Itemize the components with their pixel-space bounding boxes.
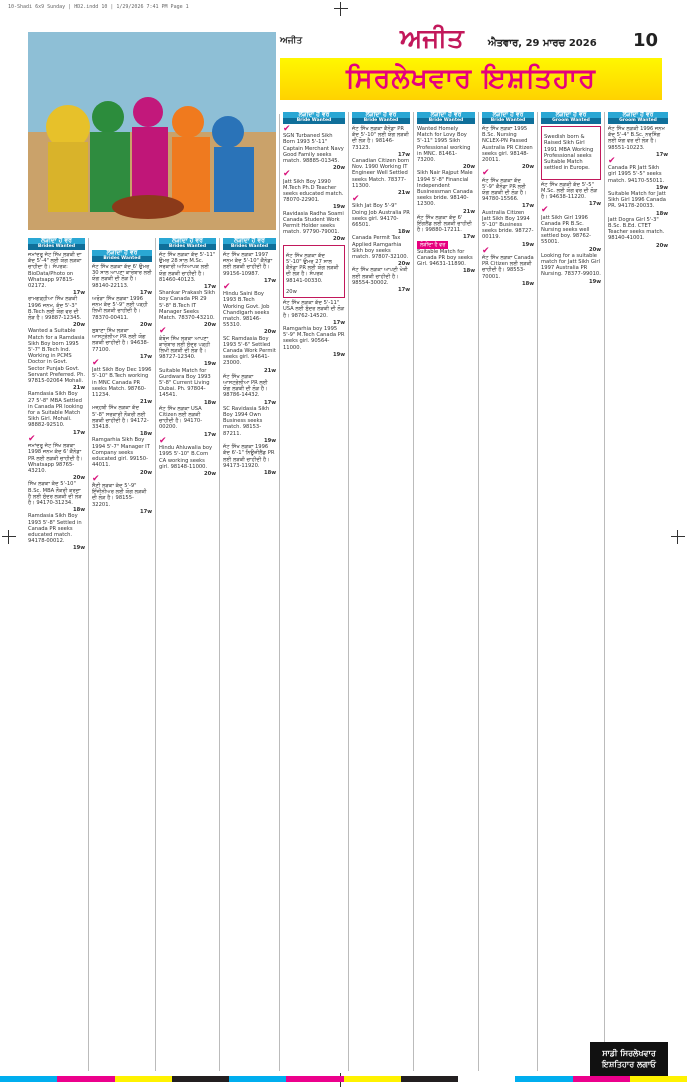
ad-5-1: ✔ SGN Turbaned Sikh Born 1993 5'-11" Captain Merchant Navy Good Family seeks match. 98885-01345. 20w <box>283 124 345 172</box>
swedish-box-ad: Swedish born & Raised Sikh Girl 1991 MBA Working Professional seeks Suitable Match settled in Europe. <box>541 126 601 180</box>
ad-1-7: Ramdasia Sikh Boy 1993 5'-8" Settled in Canada PR seeks educated match. 94178-00012. 19w <box>28 513 85 552</box>
ad-3-3: ✔ ਕੰਬੋਜ ਸਿੱਖ ਲੜਕਾ ਆਪਣਾ ਕਾਰੋਬਾਰ ਲਈ ਸੁੰਦਰ ਪੜ੍ਹੀ ਲਿਖੀ ਲੜਕੀ ਦੀ ਲੋੜ ਹੈ। 98727-12340. 19w <box>159 326 216 368</box>
ad-2-1: ਜੱਟ ਸਿੱਖ ਲੜਕਾ ਕੱਦ 6' ਉਮਰ 30 ਸਾਲ ਆਪਣਾ ਕਾਰੋਬਾਰ ਲਈ ਯੋਗ ਲੜਕੀ ਦੀ ਲੋੜ ਹੈ। 98140-22113. 17w <box>92 264 152 296</box>
ad-4-6: ਜੱਟ ਸਿੱਖ ਲੜਕਾ 1996 ਕੱਦ 6'-1" ਨਿਊਜ਼ੀਲੈਂਡ PR ਲਈ ਲੜਕੀ ਚਾਹੀਦੀ ਹੈ। 94173-11920. 18w <box>223 444 276 476</box>
ad-3-4: Suitable Match for Gurdwara Boy 1993 5'-8" Current Living Dubai. Ph. 97804-14541. 18w <box>159 367 216 406</box>
ad-7-3: ਜੱਟ ਸਿੱਖ ਲੜਕਾ ਕੱਦ 6' ਇੰਗਲੈਂਡ ਲਈ ਲੜਕੀ ਚਾਹੀਦੀ ਹੈ। 99880-17211. 17w <box>417 214 475 241</box>
ad-6-5: ਜੱਟ ਸਿੱਖ ਲੜਕਾ ਆਪਣੀ ਖੇਤੀ ਲਈ ਲੜਕੀ ਚਾਹੀਦੀ ਹੈ। 98554-30002. 17w <box>352 267 410 294</box>
ad-7-1: Wanted Homely Match for Lovy Boy 5'-11" 1995 Sikh Professional working in MNC. 81461-73200. 20w <box>417 126 475 171</box>
ad-1-5: ✔ ਜਮਾਂਦਰੂ ਜੱਟ ਸਿੱਖ ਲੜਕਾ 1998 ਜਨਮ ਕੱਦ 6' ਕੈਨੇਡਾ PR ਲਈ ਲੜਕੀ ਚਾਹੀਦੀ ਹੈ। Whatsapp 98765-43210. 20w <box>28 433 85 482</box>
ad-1-6: ਸਿੱਖ ਲੜਕਾ ਕੱਦ 5'-10" B.Sc. MBA ਨੌਕਰੀ ਕਰਦਾ ਹੈ ਲਈ ਸੁੰਦਰ ਲੜਕੀ ਦੀ ਲੋੜ ਹੈ। 94170-31234. 18w <box>28 481 85 514</box>
ad-2-6: Ramgarhia Sikh Boy 1994 5'-7" Manager IT Company seeks educated girl. 99150-44011. 20w <box>92 437 152 476</box>
color-swatch <box>515 1076 572 1082</box>
checkmark-icon: ✔ <box>92 358 100 369</box>
ad-3-5: ਜੱਟ ਸਿੱਖ ਲੜਕਾ USA Citizen ਲਈ ਲੜਕੀ ਚਾਹੀਦੀ ਹੈ। 94170-00200. 17w <box>159 405 216 438</box>
color-swatch <box>401 1076 458 1082</box>
checkmark-icon: ✔ <box>482 168 490 179</box>
column-9-head: ਲੋੜੀਂਦਾ ਹੈ ਵਰ Groom Wanted <box>541 112 601 124</box>
ad-5-3: Ravidasia Radha Soami Canada Student Work Permit Holder seeks match. 97790-79001. 20w <box>283 210 345 243</box>
column-7-head: ਲੋੜੀਂਦਾ ਹੈ ਵਰ Bride Wanted <box>417 112 475 124</box>
column-9 <box>541 112 601 1068</box>
checkmark-icon: ✔ <box>352 194 360 205</box>
checkmark-icon: ✔ <box>223 282 231 293</box>
column-1 <box>28 238 85 1068</box>
footer-promo-box: ਸਾਡੀ ਸਿਰਲੇਖਵਾਰ ਇਸ਼ਤਿਹਾਰ ਲਗਾਓ <box>590 1042 668 1076</box>
ad-6-1: ਜੱਟ ਸਿੱਖ ਲੜਕਾ ਕੈਨੇਡਾ PR ਕੱਦ 5'-10" ਲਈ ਯੋਗ ਲੜਕੀ ਦੀ ਲੋੜ ਹੈ। 98146-73123. 17w <box>352 126 410 158</box>
ad-5-4: ਜੱਟ ਸਿੱਖ ਲੜਕਾ ਕੱਦ 5'-11" USA ਲਈ ਸੁੰਦਰ ਲੜਕੀ ਦੀ ਲੋੜ ਹੈ। 98762-14520. 17w <box>283 300 345 326</box>
ad-10-2: ✔ Canada PR Jatt Sikh girl 1995 5'-5" seeks match. 94170-55011. 19w <box>608 156 668 191</box>
ad-2-5: ਮਜ਼੍ਹਬੀ ਸਿੱਖ ਲੜਕਾ ਕੱਦ 5'-8" ਸਰਕਾਰੀ ਨੌਕਰੀ ਲਈ ਲੜਕੀ ਚਾਹੀਦੀ ਹੈ। 94172-33418. 18w <box>92 405 152 438</box>
color-swatch <box>115 1076 172 1082</box>
ad-7-2: Sikh Nair Rajput Male 1994 5'-8" Financial Independent Businessman Canada seeks bride. 98140-12300. 21w <box>417 170 475 215</box>
checkmark-icon: ✔ <box>159 435 167 446</box>
ad-1-3: Wanted a Suitable Match for a Ramdasia Sikh Boy born 1995 5'-7" B.Tech Ind. Working in PCMS Doctor in Govt. Sector Punjab Govt. Servant Preferred. Ph. 97815-02064 Mohali. 21w <box>28 328 85 392</box>
boxed-ad: ਜੱਟ ਸਿੱਖ ਲੜਕਾ ਕੱਦ 5'-10" ਉਮਰ 27 ਸਾਲ ਕੈਨੇਡਾ PR ਲਈ ਯੋਗ ਲੜਕੀ ਦੀ ਲੋੜ ਹੈ। ਸੰਪਰਕ 98141-00330. 20w <box>283 245 345 299</box>
ad-3-2: Shankar Prakash Sikh boy Canada PR 29 5'-8" B.Tech IT Manager Seeks Match. 78370-43210. 20w <box>159 290 216 329</box>
ad-4-5: SC Ravidasia Sikh Boy 1994 Own Business seeks match. 98153-87211. 19w <box>223 405 276 444</box>
checkmark-icon: ✔ <box>541 205 549 216</box>
color-swatch <box>573 1076 630 1082</box>
ad-8-4: ✔ ਜੱਟ ਸਿੱਖ ਲੜਕਾ Canada PR Citizen ਲਈ ਲੜਕੀ ਚਾਹੀਦੀ ਹੈ। 98553-70001. 18w <box>482 245 534 287</box>
checkmark-icon: ✔ <box>92 473 100 484</box>
column-6-head: ਲੋੜੀਂਦਾ ਹੈ ਵਰ Bride Wanted <box>352 112 410 124</box>
checkmark-icon: ✔ <box>482 245 490 256</box>
ad-2-3: ਲੁਬਾਣਾ ਸਿੱਖ ਲੜਕਾ ਆਸਟ੍ਰੇਲੀਆ PR ਲਈ ਯੋਗ ਲੜਕੀ ਚਾਹੀਦੀ ਹੈ। 94638-77100. 17w <box>92 328 152 360</box>
column-4-head: ਲੋੜੀਂਦਾ ਹੈ ਵਰ Brides Wanted <box>223 238 276 250</box>
issue-date: ਐਤਵਾਰ, 29 ਮਾਰਚ 2026 <box>488 38 597 49</box>
masthead <box>280 24 662 108</box>
ad-4-2: ✔ Hindu Saini Boy 1993 B.Tech Working Govt. Job Chandigarh seeks match. 98146-55310. 20w <box>223 282 276 336</box>
ad-3-1: ਜੱਟ ਸਿੱਖ ਲੜਕਾ ਕੱਦ 5'-11" ਉਮਰ 28 ਸਾਲ M.Sc. ਸਰਕਾਰੀ ਅਧਿਆਪਕ ਲਈ ਯੋਗ ਲੜਕੀ ਚਾਹੀਦੀ ਹੈ। 81460-40123. 17w <box>159 252 216 291</box>
print-color-bar <box>0 1076 687 1082</box>
ad-5-2: ✔ Jatt Sikh Boy 1990 M.Tech Ph.D Teacher seeks educated match. 78070-22901. 19w <box>283 169 345 211</box>
ad-9-3: ✔ Jatt Sikh Girl 1996 Canada PR B.Sc. Nursing seeks well settled boy. 98762-55001. 20w <box>541 205 601 253</box>
color-swatch <box>286 1076 343 1082</box>
column-5-head: ਲੋੜੀਂਦਾ ਹੈ ਵਰ Bride Wanted <box>283 112 345 124</box>
ad-6-2: Canadian Citizen born Nov. 1990 Working IT Engineer Well Settled seeks Match. 78377-11300. 21w <box>352 158 410 197</box>
column-10 <box>608 112 668 1037</box>
column-2-head: ਲੋੜੀਂਦਾ ਹੈ ਵਰ Brides Wanted <box>92 250 152 262</box>
color-swatch <box>344 1076 401 1082</box>
column-6 <box>352 112 410 1068</box>
ad-7-4: ਲੋੜੀਂਦਾ ਹੈ ਵਰ Suitable Match for Canada PR boy seeks Girl. 94631-11890. 18w <box>417 241 475 275</box>
ad-8-3: Australia Citizen Jatt Sikh Boy 1994 5'-10" Business seeks bride. 98727-00119. 19w <box>482 209 534 248</box>
slug-line: 10-Shadi 6x9 Sunday | HD2.indd 10 | 1/29/2026 7:41 PM Page 1 <box>8 4 189 10</box>
ad-2-4: ✔ Jatt Sikh Boy Dec 1996 5'-10" B.Tech working in MNC Canada PR seeks Match. 98760-11234. 21w <box>92 358 152 406</box>
registration-mark-left <box>2 530 16 544</box>
checkmark-icon: ✔ <box>608 156 616 167</box>
ad-6-4: Canada Permit Tax Applied Ramgarhia Sikh boy seeks match. 97807-32100. 20w <box>352 235 410 268</box>
color-swatch <box>0 1076 57 1082</box>
pink-tag: ਲੋੜੀਂਦਾ ਹੈ ਵਰ <box>417 241 448 249</box>
checkmark-icon: ✔ <box>159 326 167 337</box>
ad-8-1: ਜੱਟ ਸਿੱਖ ਲੜਕਾ 1995 B.Sc. Nursing NCLEX-PN Passed Australia PR Citizen seeks girl. 98148-20011. 20w <box>482 126 534 171</box>
column-8-head: ਲੋੜੀਂਦਾ ਹੈ ਵਰ Bride Wanted <box>482 112 534 124</box>
ad-8-2: ✔ ਜੱਟ ਸਿੱਖ ਲੜਕਾ ਕੱਦ 5'-9" ਕੈਨੇਡਾ PR ਲਈ ਯੋਗ ਲੜਕੀ ਦੀ ਲੋੜ ਹੈ। 94780-15566. 17w <box>482 168 534 210</box>
checkmark-icon: ✔ <box>283 169 291 180</box>
color-swatch <box>172 1076 229 1082</box>
ad-2-7: ✔ ਸੈਣੀ ਲੜਕਾ ਕੱਦ 5'-9" ਇੰਜੀਨੀਅਰ ਲਈ ਯੋਗ ਲੜਕੀ ਦੀ ਲੋੜ ਹੈ। 98155-32201. 17w <box>92 473 152 515</box>
page-number: 10 <box>632 30 658 51</box>
column-5 <box>283 112 345 1068</box>
ad-10-3: Suitable Match for Jatt Sikh Girl 1996 Canada PR. 94178-20033. 18w <box>608 191 668 217</box>
ad-5-5: Ramgarhia boy 1995 5'-9" M.Tech Canada PR seeks girl. 90564-11000. 19w <box>283 326 345 358</box>
column-8 <box>482 112 534 1068</box>
color-swatch <box>630 1076 687 1082</box>
color-swatch <box>57 1076 114 1082</box>
column-1-head: ਲੋੜੀਂਦਾ ਹੈ ਵਰ Brides Wanted <box>28 238 85 250</box>
ad-1-2: ਰਾਮਗੜ੍ਹੀਆ ਸਿੱਖ ਲੜਕੀ 1996 ਜਨਮ, ਕੱਦ 5'-3" B.Tech ਲਈ ਯੋਗ ਵਰ ਦੀ ਲੋੜ ਹੈ। 99887-12345. 20w <box>28 296 85 329</box>
ad-4-4: ਜੱਟ ਸਿੱਖ ਲੜਕਾ ਆਸਟ੍ਰੇਲੀਆ PR ਲਈ ਯੋਗ ਲੜਕੀ ਦੀ ਲੋੜ ਹੈ। 98786-14432. 17w <box>223 373 276 406</box>
section-title: ਸਿਰਲੇਖਵਾਰ ਇਸ਼ਤਿਹਾਰ <box>280 58 662 100</box>
hero-painting <box>28 32 276 230</box>
color-swatch <box>229 1076 286 1082</box>
paper-name-small: ਅਜੀਤ <box>280 36 303 46</box>
column-7 <box>417 112 475 1068</box>
ad-6-3: ✔ Sikh Jat Boy 5'-9" Doing Job Australia PR seeks girl. 94170-66501. 18w <box>352 194 410 236</box>
ad-10-1: ਜੱਟ ਸਿੱਖ ਲੜਕੀ 1996 ਜਨਮ ਕੱਦ 5'-4" B.Sc. ਨਰਸਿੰਗ ਲਈ ਯੋਗ ਵਰ ਦੀ ਲੋੜ ਹੈ। 98551-10223. 17w <box>608 126 668 158</box>
ad-1-4: Ramdasia Sikh Boy 27 5'-8" MBA Settled in Canada PR looking for a Suitable Match Sikh Girl. Mohali. 98882-92510. 17w <box>28 391 85 436</box>
column-3 <box>159 238 216 1068</box>
ad-4-1: ਜੱਟ ਸਿੱਖ ਲੜਕਾ 1997 ਜਨਮ ਕੱਦ 5'-10" ਕੈਨੇਡਾ ਲਈ ਲੜਕੀ ਚਾਹੀਦੀ ਹੈ। 99156-10987. 17w <box>223 252 276 284</box>
column-3-head: ਲੋੜੀਂਦਾ ਹੈ ਵਰ Brides Wanted <box>159 238 216 250</box>
ad-9-2: ਜੱਟ ਸਿੱਖ ਲੜਕੀ ਕੱਦ 5'-5" M.Sc. ਲਈ ਯੋਗ ਵਰ ਦੀ ਲੋੜ ਹੈ। 94638-11220. 17w <box>541 181 601 208</box>
column-10-head: ਲੋੜੀਂਦਾ ਹੈ ਵਰ Groom Wanted <box>608 112 668 124</box>
ad-4-3: SC Ramdasia Boy 1993 5'-6" Settled Canada Work Permit seeks girl. 94641-23000. 21w <box>223 335 276 374</box>
checkmark-icon: ✔ <box>283 124 291 134</box>
ad-3-6: ✔ Hindu Ahluwalia boy 1995 5'-10" B.Com CA working seeks girl. 98148-11000. 20w <box>159 435 216 477</box>
ad-2-2: ਅਰੋੜਾ ਸਿੱਖ ਲੜਕਾ 1996 ਜਨਮ ਕੱਦ 5'-9" ਲਈ ਪੜ੍ਹੀ ਲਿਖੀ ਲੜਕੀ ਚਾਹੀਦੀ ਹੈ। 78370-00411. 20w <box>92 296 152 328</box>
column-2 <box>92 250 152 1068</box>
paper-logo: ਅਜੀਤ <box>400 24 464 54</box>
column-4 <box>223 238 276 1068</box>
registration-mark-right <box>671 530 685 544</box>
ad-9-4: Looking for a suitable match for Jatt Sikh Girl 1997 Australia PR Nursing. 78377-99010. 19w <box>541 252 601 285</box>
checkmark-icon: ✔ <box>28 433 36 444</box>
color-swatch <box>458 1076 515 1082</box>
ad-1-1: ਜਮਾਂਦਰੂ ਜੱਟ ਸਿੱਖ ਲੜਕੀ ਦਾ ਕੱਦ 5'-4" ਲਈ ਯੋਗ ਲੜਕਾ ਚਾਹੀਦਾ ਹੈ। ਸੰਪਰਕ: BioData/Photo on Whatsapp 97815-02172. 17w <box>28 252 85 297</box>
ad-10-4: Jatt Dogra Girl 5'-3" B.Sc. B.Ed. CTET Teacher seeks match. 98140-41001. 20w <box>608 216 668 249</box>
registration-mark-top <box>334 2 348 16</box>
